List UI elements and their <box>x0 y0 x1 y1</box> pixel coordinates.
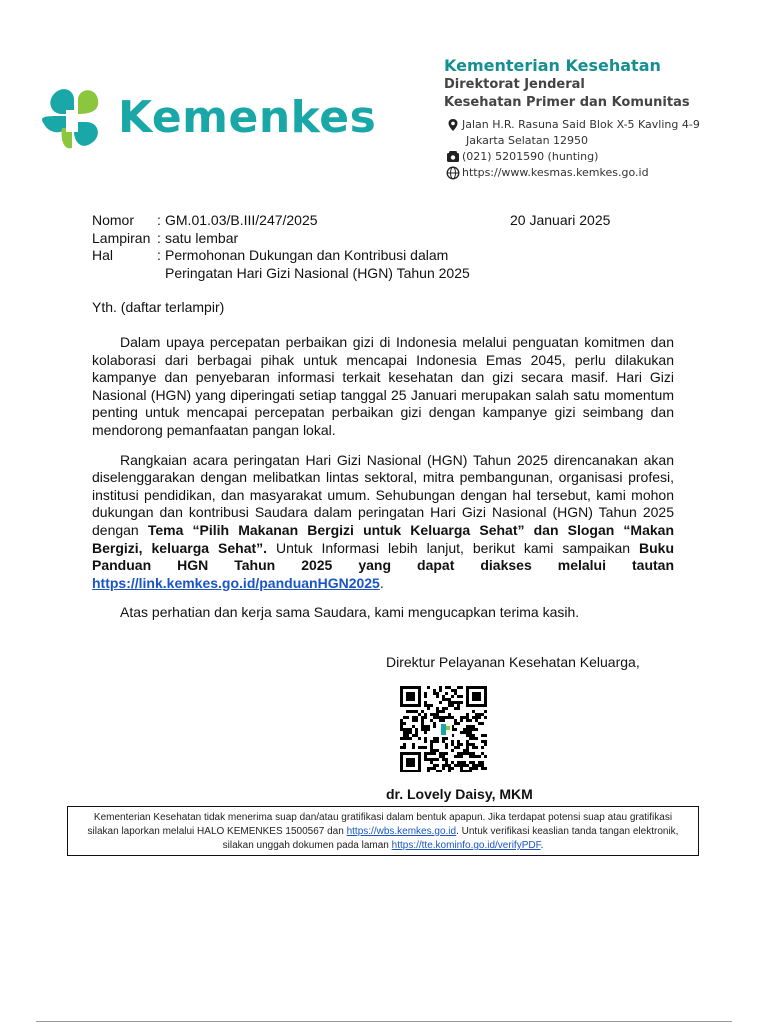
notice-text-3: . <box>540 840 544 851</box>
ministry-name: Kementerian Kesehatan <box>444 56 661 75</box>
guide-link[interactable]: https://link.kemkes.go.id/panduanHGN2025 <box>92 574 380 591</box>
phone-number: (021) 5201590 (hunting) <box>462 150 599 163</box>
website-row <box>444 166 754 182</box>
kemenkes-logo-icon <box>36 84 106 154</box>
p2-text-b: Untuk Informasi lebih lanjut, berikut kami sampaikan <box>267 539 639 556</box>
p2-text-a: Rangkaian acara peringatan Hari Gizi Nasional (HGN) Tahun 2025 direncanakan akan diselenggarakan dengan melibatkan lintas sektoral, mitra pembangunan, organisasi profesi, institusi pendidikan, dan masyarakat umum. Sehubungan dengan hal tersebut, kami mohon dukungan dan kontribusi Saudara dalam peringatan Hari Gizi Nasional (HGN) Tahun 2025 dengan <box>92 451 674 538</box>
contact-block <box>444 118 754 182</box>
address-line1: Jalan H.R. Rasuna Said Blok X-5 Kavling 4-9 <box>462 118 700 131</box>
letter-date: 20 Januari 2025 <box>510 212 611 228</box>
notice-text-2: . Untuk verifikasi keaslian tanda tangan elektronik, silakan unggah dokumen pada laman <box>222 826 679 851</box>
phone-icon <box>444 150 462 164</box>
letter-meta <box>92 212 732 282</box>
recipient: Yth. (daftar terlampir) <box>92 299 225 315</box>
p2-end: . <box>379 574 384 591</box>
address-line2: Jakarta Selatan 12950 <box>466 134 589 147</box>
p2-theme-bold: Tema “Pilih Makanan Bergizi untuk Keluarga Sehat” dan Slogan “Makan Bergizi, keluarga Sehat”. <box>92 521 675 556</box>
anti-bribery-notice <box>67 806 699 856</box>
paragraph-3: Atas perhatian dan kerja sama Saudara, kami mengucapkan terima kasih. <box>120 604 580 621</box>
location-pin-icon <box>444 118 462 132</box>
kemenkes-logo-text: Kemenkes <box>118 92 377 143</box>
hal-row-2 <box>92 265 732 283</box>
address-row-2 <box>444 134 754 150</box>
letter-body <box>92 334 674 634</box>
colon: : <box>157 247 161 263</box>
address-row <box>444 118 754 134</box>
signatory-name: dr. Lovely Daisy, MKM <box>386 786 533 802</box>
verify-link[interactable]: https://tte.kominfo.go.id/verifyPDF <box>391 840 541 851</box>
hal-value-line1: Permohonan Dukungan dan Kontribusi dalam <box>165 247 449 263</box>
paragraph-2 <box>92 452 674 593</box>
website-url[interactable]: https://www.kesmas.kemkes.go.id <box>462 166 649 179</box>
globe-icon <box>444 166 462 180</box>
nomor-row <box>92 212 732 230</box>
phone-row <box>444 150 754 166</box>
hal-label: Hal <box>92 247 114 263</box>
signatory-title: Direktur Pelayanan Kesehatan Keluarga, <box>386 654 640 670</box>
hal-row <box>92 247 732 265</box>
page-bottom-divider <box>36 1021 732 1022</box>
nomor-value: GM.01.03/B.III/247/2025 <box>165 212 318 228</box>
colon: : <box>157 212 161 228</box>
nomor-label: Nomor <box>92 212 135 228</box>
wbs-link[interactable]: https://wbs.kemkes.go.id <box>346 826 457 837</box>
hal-value-line2: Peringatan Hari Gizi Nasional (HGN) Tahun 2025 <box>165 264 470 281</box>
lampiran-row <box>92 230 732 248</box>
directorate-line1: Direktorat Jenderal <box>444 77 585 92</box>
directorate-line2: Kesehatan Primer dan Komunitas <box>444 95 690 110</box>
signature-qr-code <box>399 686 489 772</box>
notice-text-1: Kementerian Kesehatan tidak menerima suap dan/atau gratifikasi dalam bentuk apapun. Jika terdapat potensi suap atau gratifikasi silakan laporkan melalui HALO KEMENKES 1500567 dan <box>87 812 673 837</box>
lampiran-value: satu lembar <box>165 229 239 246</box>
organization-block <box>444 56 744 112</box>
p2-guide-bold: Buku Panduan HGN Tahun 2025 yang dapat diakses melalui tautan <box>92 539 674 574</box>
colon: : <box>157 229 161 246</box>
lampiran-label: Lampiran <box>92 229 151 246</box>
paragraph-1: Dalam upaya percepatan perbaikan gizi di Indonesia melalui penguatan komitmen dan kolaborasi dari berbagai pihak untuk mencapai Indonesia Emas 2045, perlu dilakukan kampanye dan penyebaran informasi terkait kesehatan dan gizi secara masif. Hari Gizi Nasional (HGN) yang diperingati setiap tanggal 25 Januari merupakan salah satu momentum penting untuk mencapai percepatan perbaikan gizi dengan kampanye gizi seimbang dan mendorong pemanfaatan pangan lokal. <box>92 334 674 438</box>
